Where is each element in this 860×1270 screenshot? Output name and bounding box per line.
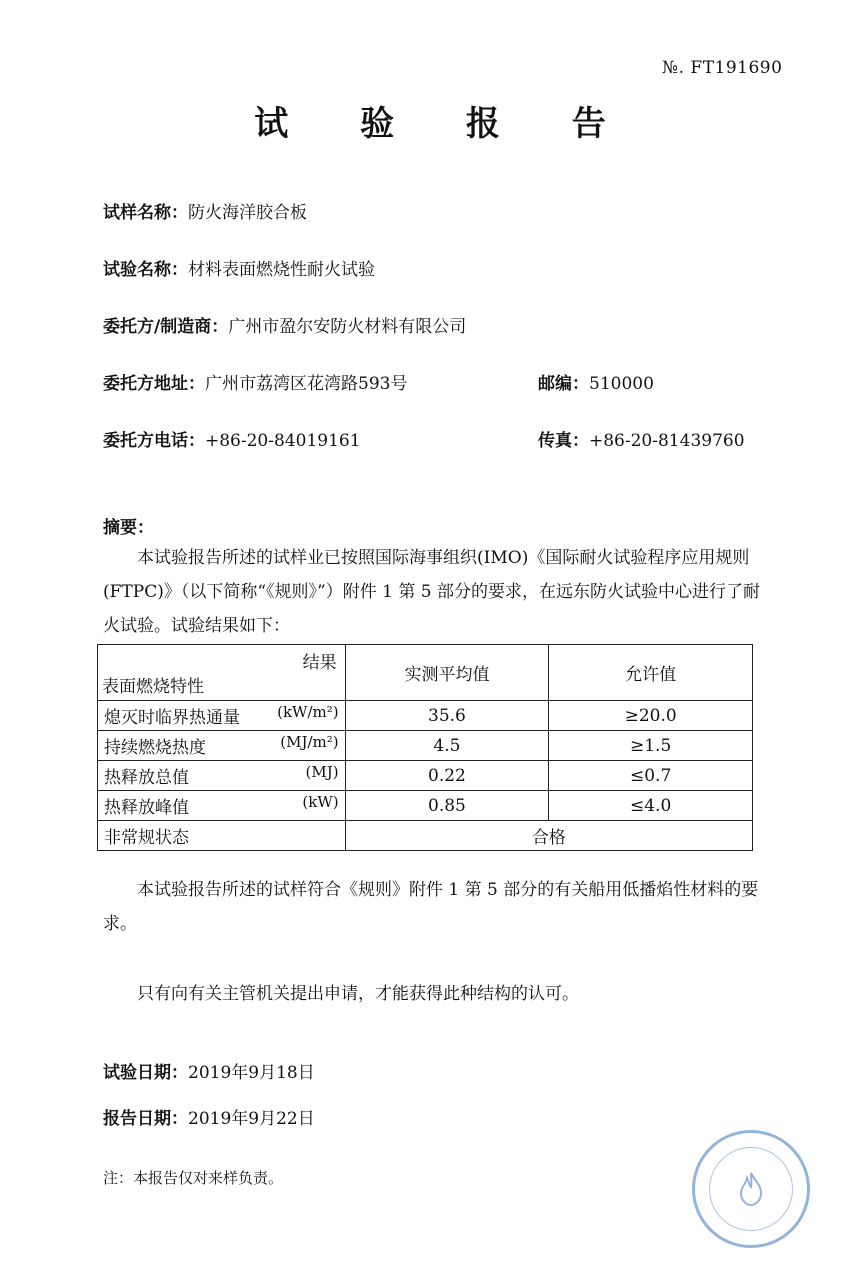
address-label: 委托方地址： xyxy=(103,374,205,394)
flame-icon xyxy=(737,1171,765,1207)
row-allowed: ≥20.0 xyxy=(549,701,753,731)
postcode-value: 510000 xyxy=(589,374,654,394)
row-name-cell xyxy=(98,731,346,761)
row-measured: 35.6 xyxy=(345,701,549,731)
client-label: 委托方/制造商： xyxy=(103,317,229,337)
row-unit: (MJ) xyxy=(305,763,339,781)
row-name-cell xyxy=(98,761,346,791)
address-row xyxy=(103,369,407,394)
postcode-label: 邮编： xyxy=(538,374,589,394)
corner-top-label: 结果 xyxy=(302,653,337,673)
address-value: 广州市荔湾区花湾路593号 xyxy=(205,374,408,394)
report-date-row xyxy=(103,1104,315,1129)
test-name-label: 试验名称： xyxy=(103,260,188,280)
page-title: 试 验 报 告 xyxy=(254,104,636,144)
abnormal-value: 合格 xyxy=(345,821,752,851)
fax-row xyxy=(538,426,745,451)
row-unit: (kW/m²) xyxy=(277,703,339,721)
approval-text: 只有向有关主管机关提出申请，才能获得此种结构的认可。 xyxy=(137,984,579,1004)
table-corner-cell xyxy=(98,645,346,701)
row-unit: (MJ/m²) xyxy=(280,733,339,751)
table-header-row xyxy=(98,645,753,701)
test-name-row xyxy=(103,255,375,280)
row-allowed: ≤4.0 xyxy=(549,791,753,821)
footnote: 注：本报告仅对来样负责。 xyxy=(103,1169,284,1187)
phone-value: +86-20-84019161 xyxy=(205,431,361,451)
test-date-value: 2019年9月18日 xyxy=(188,1063,315,1083)
report-date-label: 报告日期： xyxy=(103,1109,188,1129)
report-date-value: 2019年9月22日 xyxy=(188,1109,315,1129)
row-unit: (kW) xyxy=(302,793,339,811)
row-name: 热释放峰值 xyxy=(104,798,189,818)
phone-label: 委托方电话： xyxy=(103,431,205,451)
postcode-row xyxy=(538,369,654,394)
phone-row xyxy=(103,426,361,451)
official-seal xyxy=(692,1130,810,1248)
summary-text: 本试验报告所述的试样业已按照国际海事组织(IMO)《国际耐火试验程序应用规则(FTPC)》（以下简称“《规则》”）附件 1 第 5 部分的要求，在远东防火试验中心进行了耐火试验。试验结果如下： xyxy=(103,548,760,636)
row-name-cell xyxy=(98,701,346,731)
row-measured: 0.22 xyxy=(345,761,549,791)
client-row xyxy=(103,312,466,337)
table-row xyxy=(98,761,753,791)
table-row xyxy=(98,701,753,731)
summary-paragraph xyxy=(103,541,763,643)
fax-value: +86-20-81439760 xyxy=(589,431,745,451)
conclusion-text: 本试验报告所述的试样符合《规则》附件 1 第 5 部分的有关船用低播焰性材料的要求。 xyxy=(103,880,759,934)
test-date-label: 试验日期： xyxy=(103,1063,188,1083)
col-measured-header: 实测平均值 xyxy=(345,645,549,701)
table-row xyxy=(98,731,753,761)
row-measured: 0.85 xyxy=(345,791,549,821)
row-name: 热释放总值 xyxy=(104,768,189,788)
row-measured: 4.5 xyxy=(345,731,549,761)
client-value: 广州市盈尔安防火材料有限公司 xyxy=(228,317,467,337)
summary-heading: 摘要： xyxy=(103,518,154,538)
sample-name-value: 防火海洋胶合板 xyxy=(188,203,307,223)
sample-name-row xyxy=(103,198,307,223)
col-allowed-header: 允许值 xyxy=(549,645,753,701)
conclusion-paragraph xyxy=(103,873,763,941)
test-name-value: 材料表面燃烧性耐火试验 xyxy=(188,260,375,280)
sample-name-label: 试样名称： xyxy=(103,203,188,223)
corner-bottom-label: 表面燃烧特性 xyxy=(102,677,204,697)
row-allowed: ≤0.7 xyxy=(549,761,753,791)
row-name: 持续燃烧热度 xyxy=(104,738,206,758)
abnormal-label: 非常规状态 xyxy=(98,821,346,851)
row-allowed: ≥1.5 xyxy=(549,731,753,761)
test-date-row xyxy=(103,1058,315,1083)
results-table xyxy=(97,644,753,851)
fax-label: 传真： xyxy=(538,431,589,451)
approval-paragraph xyxy=(103,977,763,1011)
row-name-cell xyxy=(98,791,346,821)
row-name: 熄灭时临界热通量 xyxy=(104,708,240,728)
report-number: №. FT191690 xyxy=(662,58,783,78)
table-row xyxy=(98,791,753,821)
table-row-abnormal xyxy=(98,821,753,851)
